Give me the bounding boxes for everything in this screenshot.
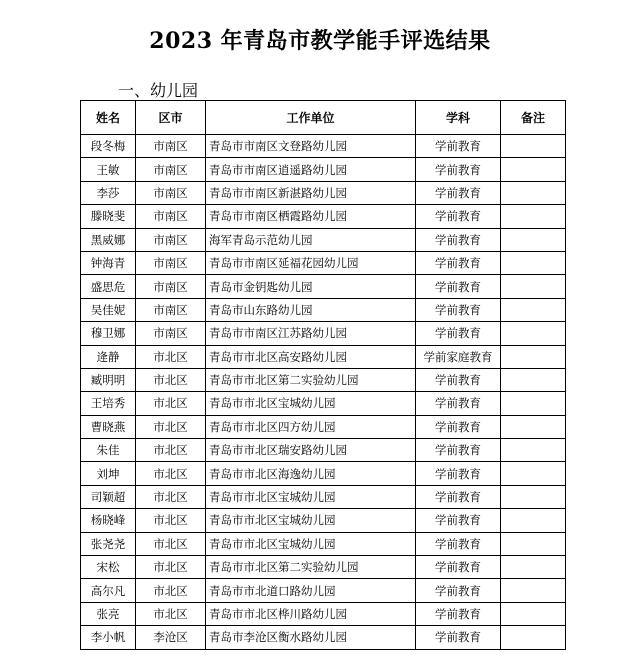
header-district: 区市 [136,101,206,135]
cell-subject: 学前教育 [416,439,501,462]
table-row [81,251,566,274]
cell-work-unit: 海军青岛示范幼儿园 [206,228,416,251]
cell-work-unit: 青岛市市北区瑞安路幼儿园 [206,439,416,462]
cell-remarks [501,135,566,158]
table-row [81,135,566,158]
cell-name: 李莎 [81,181,136,204]
cell-remarks [501,509,566,532]
table-row [81,392,566,415]
cell-subject: 学前教育 [416,579,501,602]
cell-work-unit: 青岛市市北区宝城幼儿园 [206,532,416,555]
cell-remarks [501,322,566,345]
cell-remarks [501,579,566,602]
header-name: 姓名 [81,101,136,135]
table-row [81,322,566,345]
cell-district: 市南区 [136,298,206,321]
cell-name: 张尧尧 [81,532,136,555]
cell-subject: 学前教育 [416,181,501,204]
cell-remarks [501,415,566,438]
cell-remarks [501,275,566,298]
table-row [81,485,566,508]
cell-remarks [501,462,566,485]
table-row [81,368,566,391]
cell-work-unit: 青岛市市南区文登路幼儿园 [206,135,416,158]
cell-name: 滕晓斐 [81,205,136,228]
cell-district: 市南区 [136,205,206,228]
cell-district: 市北区 [136,509,206,532]
cell-remarks [501,626,566,649]
page-title: 2023 年青岛市教学能手评选结果 [149,28,491,54]
cell-work-unit: 青岛市市南区延福花园幼儿园 [206,251,416,274]
cell-district: 市南区 [136,158,206,181]
cell-work-unit: 青岛市市北区高安路幼儿园 [206,345,416,368]
cell-remarks [501,181,566,204]
table-body [81,135,566,650]
cell-remarks [501,556,566,579]
cell-subject: 学前教育 [416,322,501,345]
cell-name: 宋松 [81,556,136,579]
table-row [81,298,566,321]
cell-district: 市北区 [136,556,206,579]
header-subject: 学科 [416,101,501,135]
cell-work-unit: 青岛市李沧区衡水路幼儿园 [206,626,416,649]
cell-district: 市北区 [136,415,206,438]
cell-name: 臧明明 [81,368,136,391]
cell-work-unit: 青岛市市北区宝城幼儿园 [206,509,416,532]
section-title: 一、幼儿园 [118,81,199,100]
cell-work-unit: 青岛市金钥匙幼儿园 [206,275,416,298]
cell-subject: 学前教育 [416,602,501,625]
table-row [81,509,566,532]
cell-subject: 学前教育 [416,485,501,508]
cell-work-unit: 青岛市市南区新湛路幼儿园 [206,181,416,204]
cell-subject: 学前教育 [416,205,501,228]
cell-subject: 学前教育 [416,509,501,532]
cell-work-unit: 青岛市市北区宝城幼儿园 [206,392,416,415]
cell-work-unit: 青岛市市北区第二实验幼儿园 [206,556,416,579]
cell-district: 李沧区 [136,626,206,649]
cell-remarks [501,392,566,415]
table-row [81,181,566,204]
cell-remarks [501,251,566,274]
table-row [81,532,566,555]
cell-name: 段冬梅 [81,135,136,158]
cell-name: 杨晓峰 [81,509,136,532]
table-row [81,556,566,579]
header-work-unit: 工作单位 [206,101,416,135]
table-header-row [81,101,566,135]
cell-work-unit: 青岛市市南区江苏路幼儿园 [206,322,416,345]
cell-remarks [501,298,566,321]
table-row [81,158,566,181]
cell-district: 市南区 [136,275,206,298]
cell-name: 司颖超 [81,485,136,508]
cell-work-unit: 青岛市山东路幼儿园 [206,298,416,321]
cell-name: 穆卫娜 [81,322,136,345]
cell-name: 黑威娜 [81,228,136,251]
cell-subject: 学前教育 [416,251,501,274]
cell-district: 市北区 [136,439,206,462]
cell-subject: 学前家庭教育 [416,345,501,368]
cell-subject: 学前教育 [416,415,501,438]
cell-work-unit: 青岛市市北道口路幼儿园 [206,579,416,602]
cell-remarks [501,439,566,462]
cell-remarks [501,205,566,228]
cell-name: 吴佳妮 [81,298,136,321]
cell-district: 市北区 [136,368,206,391]
cell-subject: 学前教育 [416,368,501,391]
cell-district: 市南区 [136,228,206,251]
cell-district: 市南区 [136,181,206,204]
cell-district: 市北区 [136,602,206,625]
header-remarks: 备注 [501,101,566,135]
cell-district: 市北区 [136,532,206,555]
cell-subject: 学前教育 [416,392,501,415]
cell-name: 高尔凡 [81,579,136,602]
cell-subject: 学前教育 [416,228,501,251]
cell-name: 王敏 [81,158,136,181]
cell-name: 盛思危 [81,275,136,298]
table-row [81,462,566,485]
cell-remarks [501,485,566,508]
cell-remarks [501,532,566,555]
cell-name: 张亮 [81,602,136,625]
table-row [81,602,566,625]
cell-subject: 学前教育 [416,298,501,321]
cell-name: 朱佳 [81,439,136,462]
cell-subject: 学前教育 [416,556,501,579]
cell-district: 市北区 [136,462,206,485]
table-row [81,626,566,649]
cell-name: 王培秀 [81,392,136,415]
cell-district: 市北区 [136,345,206,368]
table-row [81,415,566,438]
table-row [81,205,566,228]
cell-remarks [501,602,566,625]
cell-work-unit: 青岛市市南区栖霞路幼儿园 [206,205,416,228]
table-row [81,439,566,462]
cell-district: 市南区 [136,251,206,274]
cell-district: 市南区 [136,322,206,345]
cell-district: 市南区 [136,135,206,158]
cell-subject: 学前教育 [416,462,501,485]
cell-name: 李小帆 [81,626,136,649]
results-table [80,100,566,650]
cell-subject: 学前教育 [416,135,501,158]
cell-work-unit: 青岛市市北区第二实验幼儿园 [206,368,416,391]
cell-district: 市北区 [136,392,206,415]
cell-remarks [501,368,566,391]
cell-work-unit: 青岛市市北区宝城幼儿园 [206,485,416,508]
cell-district: 市北区 [136,579,206,602]
cell-subject: 学前教育 [416,626,501,649]
cell-remarks [501,228,566,251]
cell-work-unit: 青岛市市北区桦川路幼儿园 [206,602,416,625]
cell-work-unit: 青岛市市北区四方幼儿园 [206,415,416,438]
cell-name: 刘坤 [81,462,136,485]
cell-subject: 学前教育 [416,158,501,181]
cell-work-unit: 青岛市市北区海逸幼儿园 [206,462,416,485]
cell-remarks [501,345,566,368]
cell-subject: 学前教育 [416,532,501,555]
cell-district: 市北区 [136,485,206,508]
cell-name: 钟海青 [81,251,136,274]
table-row [81,345,566,368]
table-row [81,579,566,602]
cell-work-unit: 青岛市市南区逍遥路幼儿园 [206,158,416,181]
table-row [81,275,566,298]
cell-name: 逄静 [81,345,136,368]
table-row [81,228,566,251]
cell-name: 曹晓燕 [81,415,136,438]
cell-subject: 学前教育 [416,275,501,298]
cell-remarks [501,158,566,181]
